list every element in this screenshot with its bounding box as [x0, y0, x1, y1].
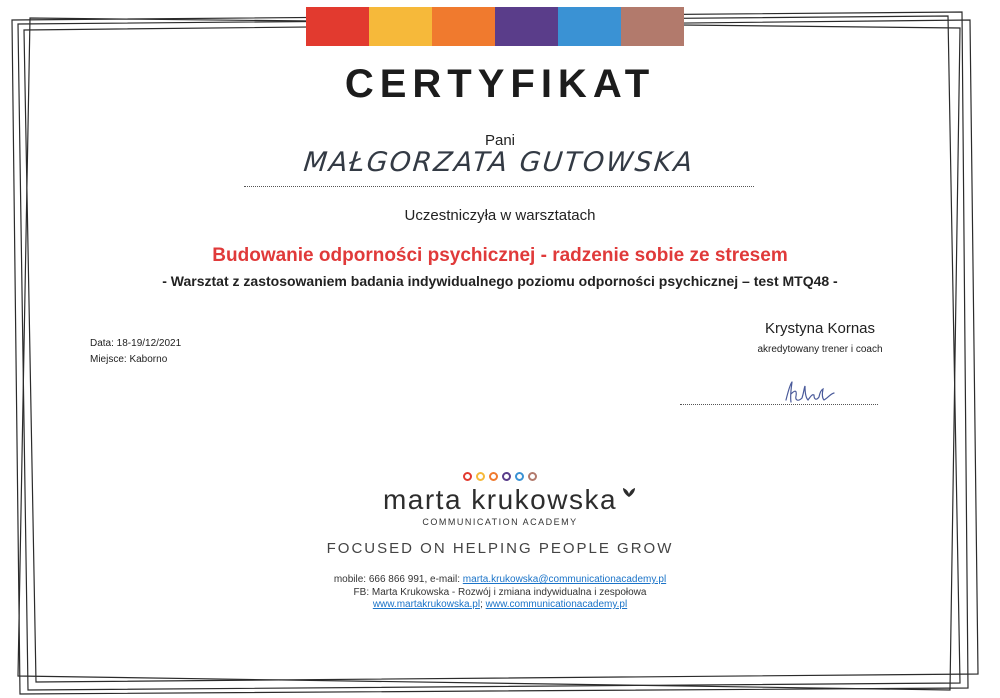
website-separator: ; [480, 599, 486, 610]
logo-dot [502, 472, 511, 481]
stripe-yellow [369, 7, 432, 46]
stripe-brown [621, 7, 684, 46]
logo-dot [515, 472, 524, 481]
logo-dot [463, 472, 472, 481]
name-underline [244, 186, 754, 187]
trainer-name: Krystyna Kornas [764, 320, 876, 337]
signature-line [680, 404, 878, 405]
color-stripes [306, 7, 684, 46]
website-link-martakrukowska[interactable]: www.martakrukowska.pl [372, 599, 481, 610]
tagline: FOCUSED ON HELPING PEOPLE GROW [326, 540, 674, 557]
logo-subtitle: COMMUNICATION ACADEMY [422, 517, 578, 527]
contact-line-phone-email [0, 574, 1000, 585]
stripe-blue [558, 7, 621, 46]
website-link-communicationacademy[interactable]: www.communicationacademy.pl [485, 599, 628, 610]
participation-label: Uczestniczyła w warsztatach [404, 207, 596, 224]
phone-text: mobile: 666 866 991, e-mail: [333, 574, 463, 585]
logo-dots [0, 472, 1000, 481]
recipient-name: MAŁGORZATA GUTOWSKA [302, 147, 696, 178]
trainer-role: akredytowany trener i coach [757, 344, 883, 355]
leaf-icon [622, 486, 636, 498]
workshop-subtitle: - Warsztat z zastosowaniem badania indywidualnego poziomu odporności psychicznej – test MTQ48 - [162, 273, 838, 289]
logo-dot [476, 472, 485, 481]
certificate-title: CERTYFIKAT [344, 62, 656, 106]
workshop-place: Miejsce: Kaborno [90, 354, 168, 365]
logo-dot [489, 472, 498, 481]
email-link[interactable]: marta.krukowska@communicationacademy.pl [462, 574, 667, 585]
workshop-date: Data: 18-19/12/2021 [90, 338, 182, 349]
stripe-purple [495, 7, 558, 46]
salutation: Pani [484, 132, 516, 149]
stripe-red [306, 7, 369, 46]
contact-line-websites [0, 599, 1000, 610]
stripe-orange [432, 7, 495, 46]
contact-line-facebook: FB: Marta Krukowska - Rozwój i zmiana indywidualna i zespołowa [353, 587, 647, 598]
logo-dot [528, 472, 537, 481]
workshop-title: Budowanie odporności psychicznej - radzenie sobie ze stresem [212, 245, 788, 266]
logo-name: marta krukowska [382, 484, 618, 515]
